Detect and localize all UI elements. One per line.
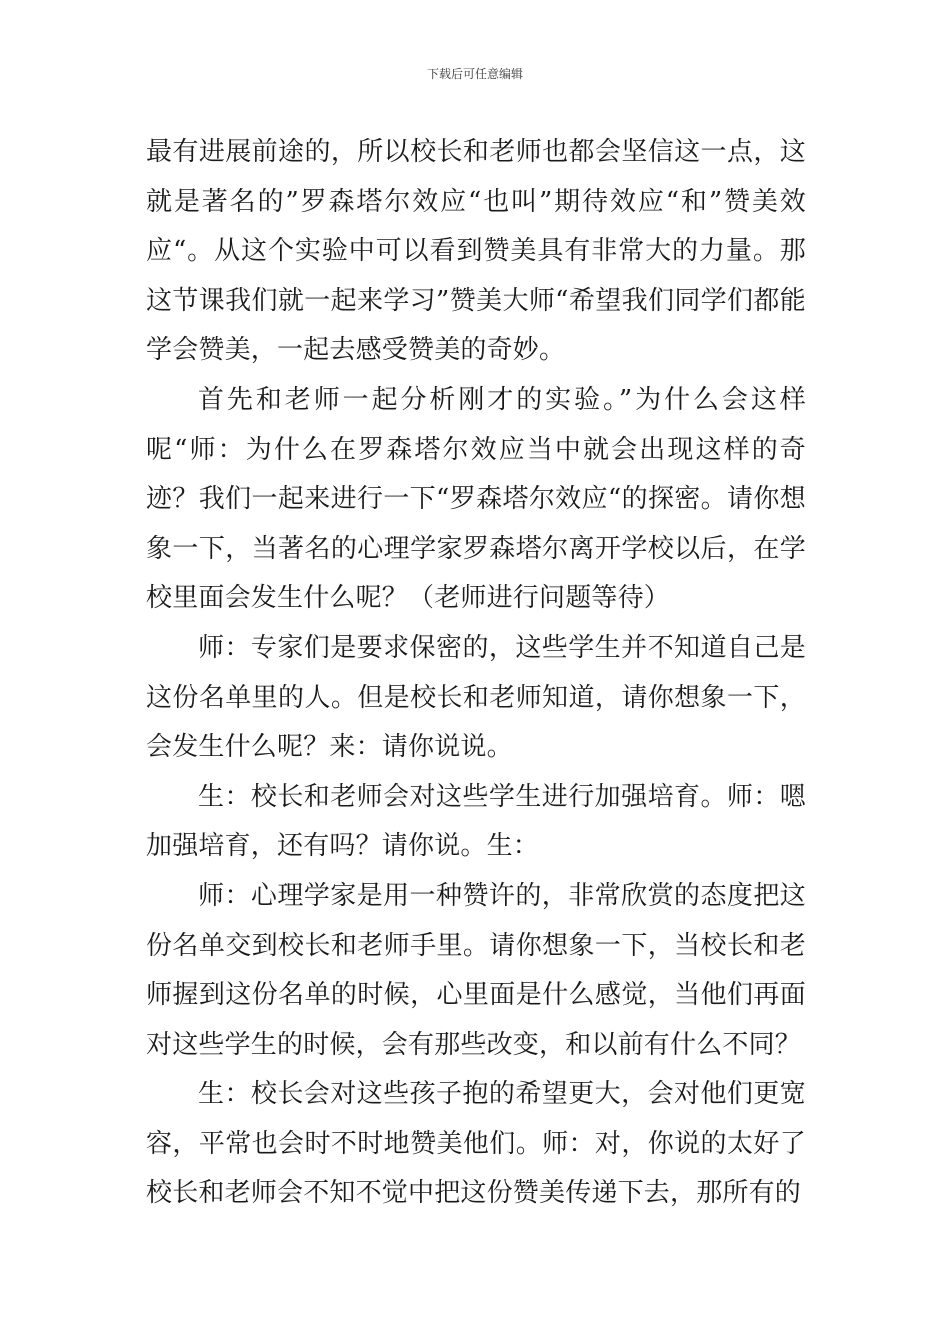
paragraph-3: 师：专家们是要求保密的，这些学生并不知道自己是这份名单里的人。但是校长和老师知道，请你想象一下，会发生什么呢？来：请你说说。 bbox=[146, 632, 806, 763]
paragraph-5: 师：心理学家是用一种赞许的，非常欣赏的态度把这份名单交到校长和老师手里。请你想象一下，当校长和老师握到这份名单的时候，心里面是什么感觉，当他们再面对这些学生的时候，会有那些改变，和以前有什么不同？ bbox=[146, 880, 806, 1060]
paragraph-4: 生：校长和老师会对这些学生进行加强培育。师：嗯加强培育，还有吗？请你说。生： bbox=[146, 781, 806, 862]
document-body bbox=[146, 128, 806, 1219]
paragraph-1: 最有进展前途的，所以校长和老师也都会坚信这一点，这就是著名的”罗森塔尔效应“也叫”期待效应“和”赞美效应“。从这个实验中可以看到赞美具有非常大的力量。那这节课我们就一起来学习”赞美大师“希望我们同学们都能学会赞美，一起去感受赞美的奇妙。 bbox=[146, 137, 806, 366]
paragraph-2: 首先和老师一起分析刚才的实验。”为什么会这样呢“师：为什么在罗森塔尔效应当中就会出现这样的奇迹？我们一起来进行一下“罗森塔尔效应“的探密。请你想象一下，当著名的心理学家罗森塔尔离开学校以后，在学校里面会发生什么呢？（老师进行问题等待） bbox=[146, 384, 806, 614]
page-header: 下载后可任意编辑 bbox=[426, 67, 523, 81]
paragraph-6: 生：校长会对这些孩子抱的希望更大，会对他们更宽容，平常也会时不时地赞美他们。师：对，你说的太好了校长和老师会不知不觉中把这份赞美传递下去，那所有的 bbox=[146, 1079, 806, 1209]
